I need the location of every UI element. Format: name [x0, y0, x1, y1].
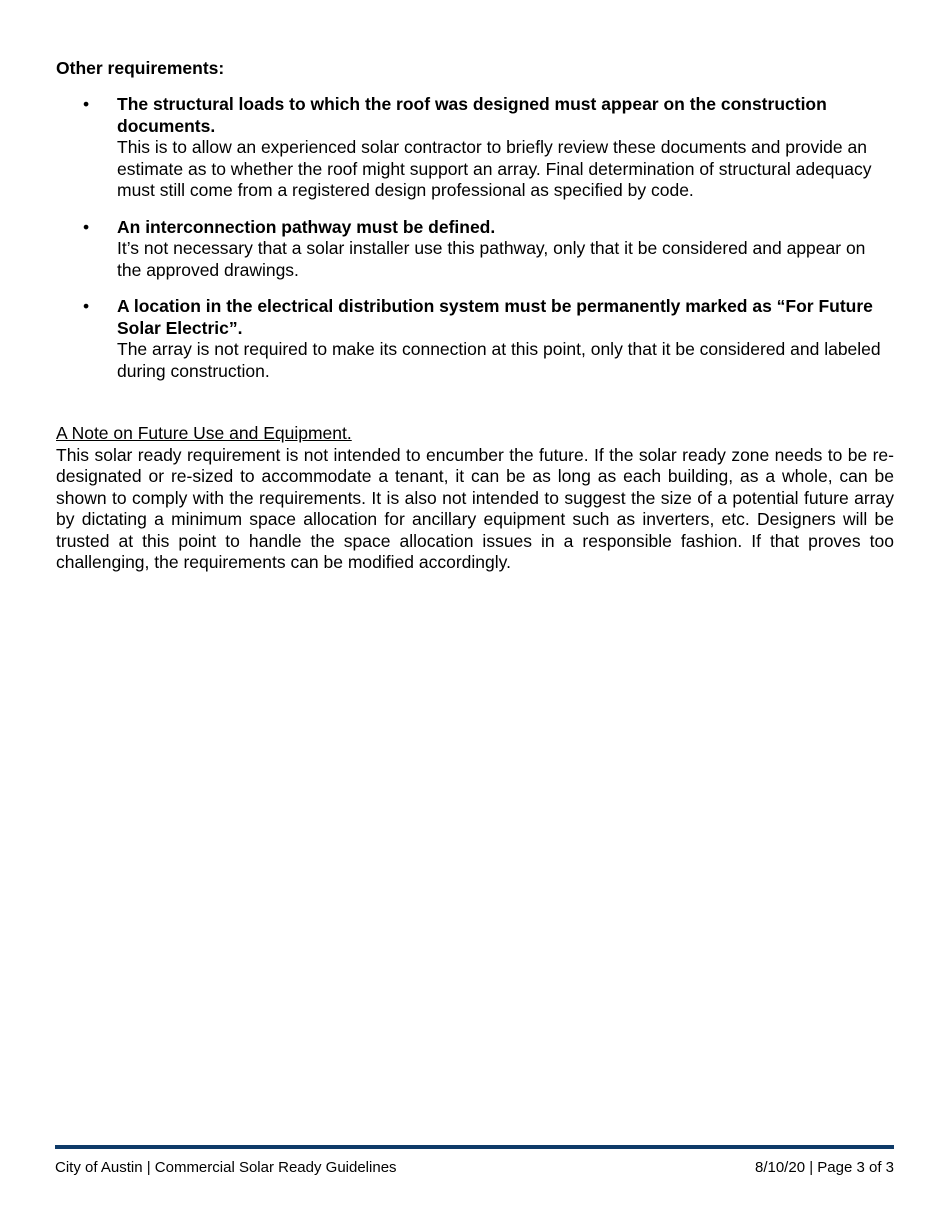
footer-page-info: 8/10/20 | Page 3 of 3: [754, 1159, 894, 1176]
section-heading: Other requirements:: [56, 58, 225, 78]
list-item: [56, 296, 894, 382]
note-section: [56, 423, 894, 574]
list-item: [56, 217, 894, 282]
footer-divider: [55, 1145, 894, 1149]
list-item: [56, 94, 894, 202]
requirement-body: It’s not necessary that a solar installer use this pathway, only that it be considered and appear on the approved drawings.: [117, 238, 866, 280]
bullet-icon: •: [83, 296, 90, 316]
footer-left-text: City of Austin | Commercial Solar Ready Guidelines: [55, 1159, 397, 1176]
note-title: A Note on Future Use and Equipment.: [56, 423, 352, 443]
requirement-title: A location in the electrical distribution system must be permanently marked as “For Future Solar Electric”.: [117, 296, 873, 338]
requirement-title: An interconnection pathway must be defined.: [117, 216, 496, 237]
requirements-list: [56, 94, 894, 382]
bullet-icon: •: [83, 216, 90, 237]
page-footer: [55, 1145, 894, 1178]
note-body: This solar ready requirement is not intended to encumber the future. If the solar ready zone needs to be re-designated or re-sized to accommodate a tenant, it can be as long as each building, as a whole, can be shown to comply with the requirements. It is also not intended to suggest the size of a potential future array by dictating a minimum space allocation for ancillary equipment such as inverters, etc. Designers will be trusted at this point to handle the space allocation issues in a responsible fashion. If that proves too challenging, the requirements can be modified accordingly.: [56, 444, 894, 572]
document-page: [56, 57, 894, 574]
footer-row: [55, 1158, 894, 1178]
requirement-body: The array is not required to make its connection at this point, only that it be considered and labeled during construction.: [117, 339, 881, 381]
requirement-body: This is to allow an experienced solar contractor to briefly review these documents and provide an estimate as to whether the roof might support an array. Final determination of structural adequacy must still come from a registered design professional as specified by code.: [117, 137, 872, 200]
bullet-icon: •: [83, 94, 90, 114]
requirement-title: The structural loads to which the roof was designed must appear on the construction documents.: [117, 94, 827, 136]
